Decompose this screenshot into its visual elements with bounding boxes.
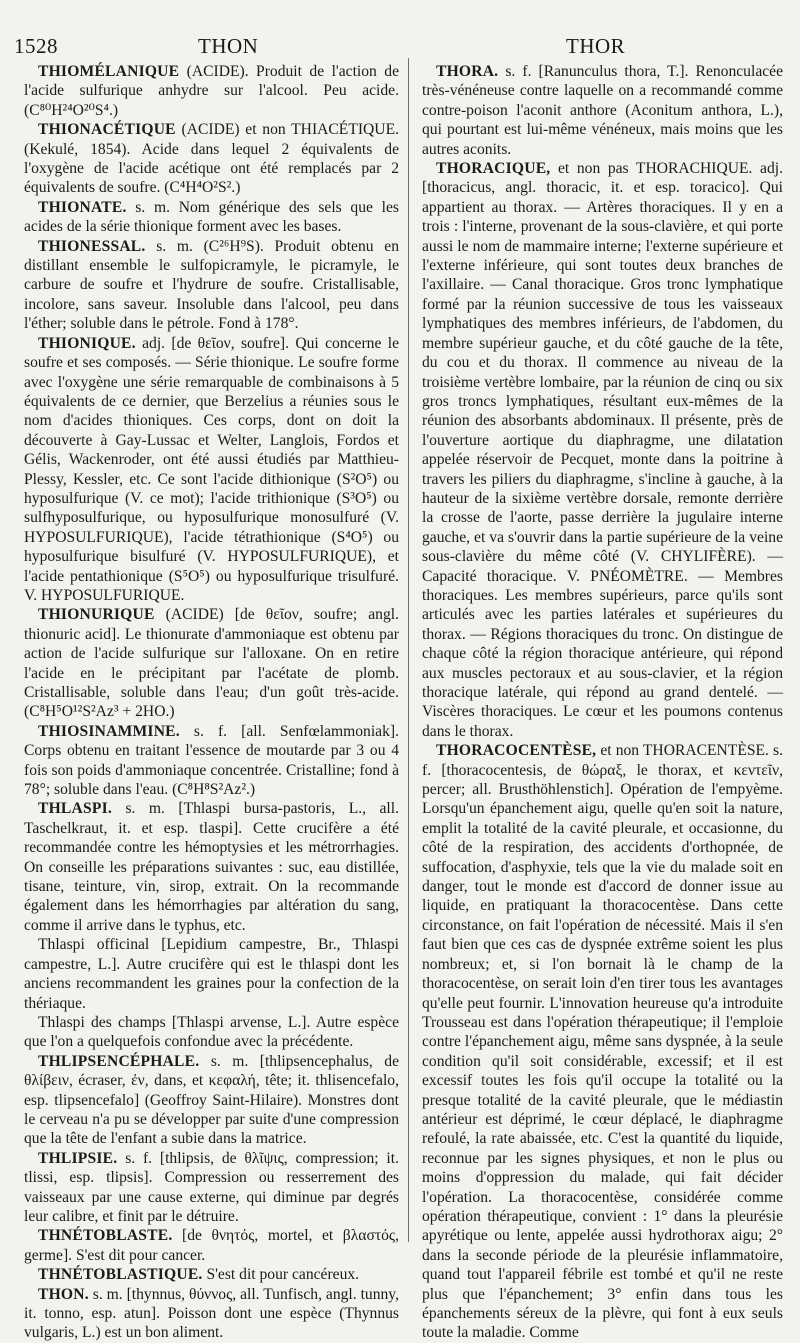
entry-text: adj. [de θεῖον, soufre]. Qui concerne le soufre et ses composés. — Série thionique. Le soufre forme avec l'oxygène une série remarquable de combinaisons à 5 équivalents de ce dernier, que Berzelius a réunies sous le nom d'acides thioniques. Ces corps, dont on doit la découverte à Gay-Lussac et Welter, Langlois, Fordos et Gélis, Wackenroder, ont été aussi étudiés par Matthieu-Plessy, Kessler, etc. Ce sont l'acide dithionique (S²O⁵) ou hyposulfurique (V. ce mot); l'acide trithionique (S³O⁵) ou sulfhyposulfurique, ou hyposulfurique monosulfuré (V. HYPOSULFURIQUE), l'acide tétrathionique (S⁴O⁵) ou hyposulfurique bisulfuré (V. HYPOSULFURIQUE), et l'acide pentathionique (S⁵O⁵) ou hyposulfurique trisulfuré. V. HYPOSULFURIQUE.: [24, 334, 399, 604]
entry-thlipsencephale: [24, 1052, 399, 1149]
headword: THLIPSENCÉPHALE.: [38, 1052, 200, 1070]
entry-text: et non pas THORACHIQUE. adj. [thoracicus, angl. thoracic, it. et esp. toracico]. Qui appartient au thorax. — Artères thoraciques. Il y en a trois : l'interne, provenant de la sous-clavière, et qui porte aussi le nom de mammaire interne; l'externe supérieure et l'externe inférieure, qui sont toutes deux branches de l'axillaire. — Canal thoracique. Gros tronc lymphatique formé par la réunion successive de tous les vaisseaux lymphatiques des membres inférieurs, de l'abdomen, du membre supérieur gauche, et du côté gauche de la tête, du cou et du thorax. Il commence au niveau de la troisième vertèbre lombaire, par la réunion de cinq ou six gros troncs lymphatiques, résultant eux-mêmes de la réunion des absorbants abdominaux. Il présente, près de l'ouverture aortique du diaphragme, une dilatation appelée réservoir de Pecquet, monte dans la poitrine à travers les piliers du diaphragme, s'incline à gauche, à la hauteur de la sixième vertèbre dorsale, remonte derrière la crosse de l'aorte, passe derrière la jugulaire interne gauche, et va s'ouvrir dans la partie supérieure de la veine sous-clavière du même côté (V. CHYLIFÈRE). — Capacité thoracique. V. PNÉOMÈTRE. — Membres thoraciques. Les membres supérieurs, parce qu'ils sont articulés avec les parties latérales et supérieures du thorax. — Régions thoraciques du tronc. On distingue de chaque côté la région thoracique antérieure, qui répond aux muscles pectoraux et au sous-clavier, et la région thoracique latérale, qui répond au grand dentelé. — Viscères thoraciques. Le cœur et les poumons contenus dans le thorax.: [422, 160, 783, 740]
entry-thoracocentese: [422, 741, 783, 1343]
headword: THIONIQUE.: [38, 334, 136, 352]
column-divider: [408, 58, 409, 1242]
left-running-headword: THON: [198, 34, 259, 58]
headword: THON.: [38, 1285, 89, 1303]
headword: THIONESSAL.: [38, 237, 146, 255]
entry-thlaspi-des-champs: [24, 1013, 399, 1052]
entry-thionique: [24, 334, 399, 606]
entry-thiomelanique: [24, 62, 399, 120]
headword: THLASPI.: [38, 800, 112, 818]
headword: THORACOCENTÈSE,: [436, 742, 597, 760]
entry-text: (ACIDE) et non THIACÉTIQUE. (Kekulé, 1854). Acide dans lequel 2 équivalents de l'oxygène de l'acide acétique ont été remplacés par 2 équivalents de soufre. (C⁴H⁴O²S².): [24, 121, 399, 197]
entry-thionessal: [24, 237, 399, 334]
entry-thoracique: [422, 159, 783, 741]
entry-thiosinammine: [24, 722, 399, 800]
headword: THIONACÉTIQUE: [38, 121, 176, 139]
headword: THNÉTOBLASTE.: [38, 1227, 173, 1245]
entry-thnetoblastique: [24, 1265, 399, 1284]
entry-text: s. f. [thlipsis, de θλῖψις, compression; it. tlissi, esp. tlipsis]. Compression ou resserrement des vaisseaux par une cause externe, qui diminue par degrés leur calibre, et finit par le détruire.: [24, 1149, 399, 1225]
entry-thionurique: [24, 605, 399, 721]
entry-thionacetique: [24, 120, 399, 198]
right-running-headword: THOR: [566, 34, 626, 58]
left-column: [24, 62, 399, 1343]
entry-thlipsie: [24, 1149, 399, 1227]
headword: THORACIQUE,: [436, 160, 551, 178]
entry-thon: [24, 1285, 399, 1343]
entry-text: s. m. [thynnus, θύννος, all. Tunfisch, angl. tunny, it. tonno, esp. atun]. Poisson dont une espèce (Thynnus vulgaris, L.) est un bon aliment.: [24, 1285, 399, 1342]
headword: THLIPSIE.: [38, 1149, 118, 1167]
entry-text: s. m. Nom générique des sels que les acides de la série thionique forment avec les bases.: [24, 198, 399, 236]
entry-text: et non THORACENTÈSE. s. f. [thoracocentesis, de θώραξ, le thorax, et κεντεῖν, percer; all. Brusthöhlenstich]. Opération de l'empyème. Lorsqu'un épanchement aigu, quelle qu'en soit la nature, emplit la totalité de la cavité pleurale, et occasionne, du côté de la respiration, des accidents d'orthopnée, de suffocation, d'asphyxie, tels que la vie du malade soit en danger, tout le monde est d'accord de donner issue au liquide, en pratiquant la thoracocentèse. Dans cette circonstance, on fait l'opération de nécessité. Mais il s'en faut bien que ces cas de dyspnée extrême soient les plus nombreux; et, si l'on bornait là le champ de la thoracocentèse, on serait loin d'en tirer tous les avantages qu'elle peut fournir. L'innovation heureuse qu'a introduite Trousseau est dans l'opération thérapeutique; il l'emploie contre l'épanchement aigu, même sans dyspnée, à la seule condition qu'il soit considérable, excessif; et il est excessif toutes les fois qu'il occupe la totalité ou la presque totalité de la cavité pleurale, que le médiastin antérieur est déprimé, le cœur déplacé, le diaphragme refoulé, la rate abaissée, etc. C'est la quantité du liquide, reconnue par les signes physiques, et non le plus ou moins d'oppression du malade, qui fait décider l'opération. La thoracocentèse, considérée comme opération thérapeutique, convient : 1° dans la pleurésie apyrétique ou lente, appelée aussi hydrothorax aigu; 2° dans la seconde période de la pleurésie inflammatoire, quand tout l'appareil fébrile est tombé et qu'il ne reste plus que l'épanchement; 3° enfin dans tous les épanchements séreux de la plèvre, qui font à eux seuls toute la maladie. Comme: [422, 742, 783, 1342]
entry-thionate: [24, 198, 399, 237]
entry-text: s. f. [Ranunculus thora, T.]. Renonculacée très-vénéneuse contre laquelle on a recommandé comme contre-poison l'aconit anthore (Aconitum anthora, L.), qui pourtant est lui-même vénéneux, mais moins que les autres aconits.: [422, 63, 783, 158]
entry-text: (ACIDE). Produit de l'action de l'acide sulfurique anhydre sur l'alcool. Peu acide. (C⁸⁰H²⁴O²⁰S⁴.): [24, 63, 399, 119]
entry-text: s. m. (C²⁶H⁹S). Produit obtenu en distillant ensemble le sulfopicramyle, le picramyle, le carbure de soufre et l'hydrure de soufre. Cristallisable, incolore, sans saveur. Insoluble dans l'alcool, peu dans l'éther; soluble dans le pétrole. Fond à 178°.: [24, 237, 399, 333]
entry-text: s. f. [all. Senfœlammoniak]. Corps obtenu en traitant l'essence de moutarde par 3 ou 4 fois son poids d'ammoniaque concentrée. Cristalline; fond à 78°; soluble dans l'eau. (C⁸H⁸S²Az².): [24, 722, 399, 799]
headword: THIONATE.: [38, 198, 127, 216]
right-column: [422, 62, 783, 1343]
entry-thlaspi-officinal: [24, 935, 399, 1013]
entry-thnetoblaste: [24, 1226, 399, 1265]
entry-text: [de θνητός, mortel, et βλαστός, germe]. S'est dit pour cancer.: [24, 1227, 399, 1264]
entry-text: Thlaspi officinal [Lepidium campestre, Br., Thlaspi campestre, L.]. Autre crucifère qui est le thlaspi dont les anciens recommandent les graines pour la confection de la thériaque.: [24, 936, 399, 1012]
entry-text: (ACIDE) [de θεῖον, soufre; angl. thionuric acid]. Le thionurate d'ammoniaque est obtenu par action de l'acide sulfurique sur l'alloxane. On en retire l'acide en le précipitant par l'acétate de plomb. Cristallisable, soluble dans l'eau; d'un goût très-acide. (C⁸H⁵O¹²S²Az³ + 2HO.): [24, 606, 399, 721]
headword: THIOSINAMMINE.: [38, 722, 180, 740]
page-number: 1528: [14, 34, 58, 58]
entry-thlaspi: [24, 799, 399, 935]
entry-text: Thlaspi des champs [Thlaspi arvense, L.]. Autre espèce que l'on a quelquefois confondue avec la précédente.: [24, 1013, 399, 1051]
headword: THNÉTOBLASTIQUE.: [38, 1266, 203, 1284]
entry-text: s. m. [Thlaspi bursa-pastoris, L., all. Taschelkraut, it. et esp. tlaspi]. Cette crucifère a été recommandée contre les hémoptysies et les métrorrhagies. On conseille les préparations suivantes : suc, eau distillée, tisane, teinture, vin, sirop, extrait. On la recommande également dans les hémorrhagies par altération du sang, comme il arrive dans le typhus, etc.: [24, 800, 399, 934]
headword: THIOMÉLANIQUE: [38, 63, 180, 80]
entry-text: s. m. [thlipsencephalus, de θλίβειν, écraser, ἐν, dans, et κεφαλή, tête; it. thlisencefalo, esp. tlipsencefalo] (Geoffroy Saint-Hilaire). Monstres dont le cerveau n'a pu se développer par suite d'une compression que la tête de l'enfant a subie dans la matrice.: [24, 1052, 399, 1148]
headword: THORA.: [436, 63, 499, 80]
headword: THIONURIQUE: [38, 606, 155, 624]
entry-thora: [422, 62, 783, 159]
running-header: [0, 0, 800, 56]
entry-text: S'est dit pour cancéreux.: [202, 1266, 360, 1284]
